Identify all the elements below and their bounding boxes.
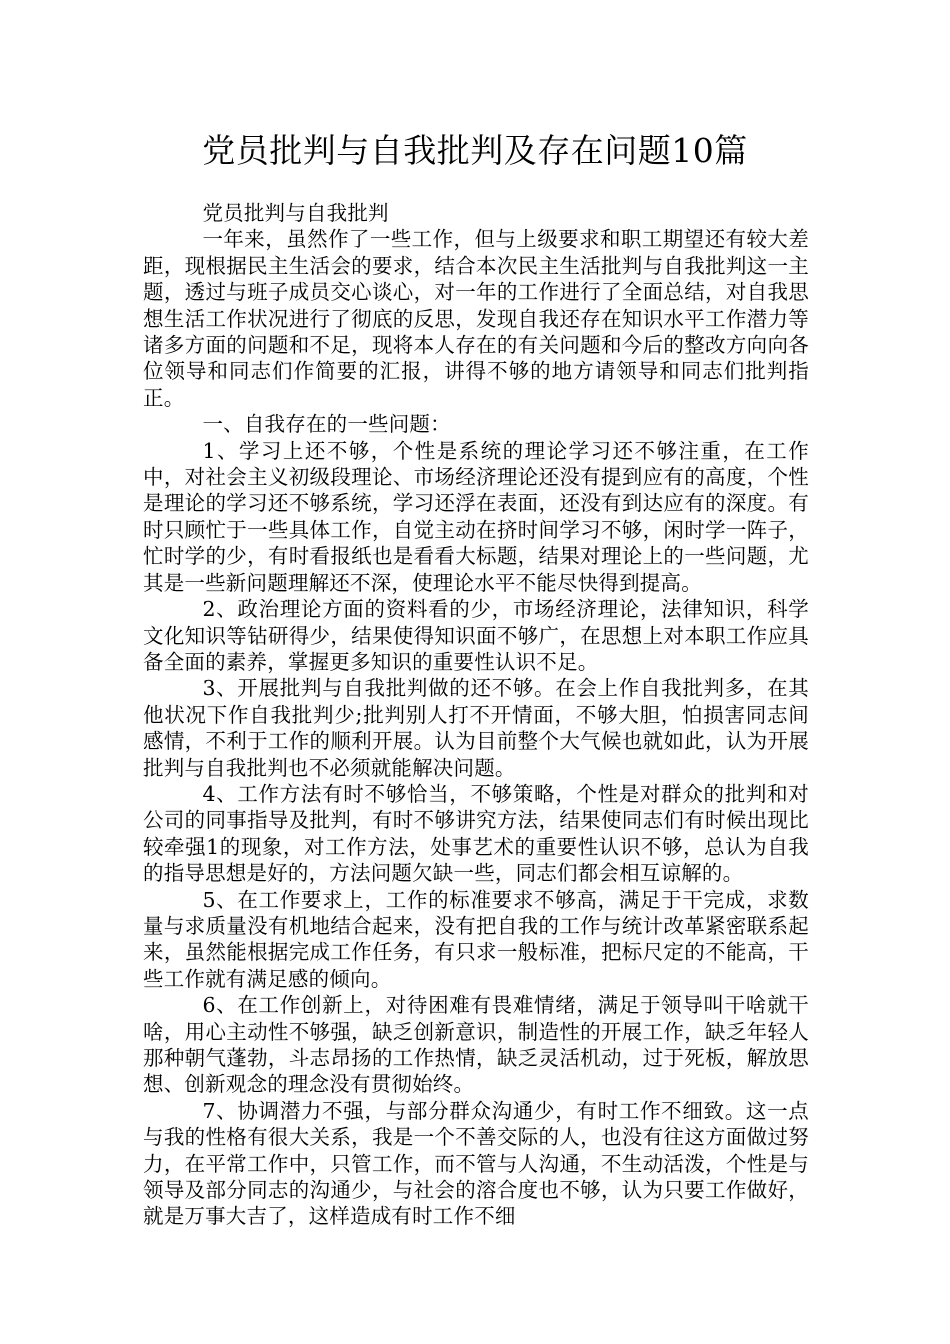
subtitle: 党员批判与自我批判	[202, 201, 389, 225]
paragraph-item-6: 6、在工作创新上，对待困难有畏难情绪，满足于领导叫干啥就干啥，用心主动性不够强，缺乏创新意识，制造性的开展工作，缺乏年轻人那种朝气蓬勃，斗志昂扬的工作热情，缺乏灵活机动，过于死板，解放思想、创新观念的理念没有贯彻始终。	[143, 993, 809, 1097]
paragraph-item-5: 5、在工作要求上，工作的标准要求不够高，满足于干完成，求数量与求质量没有机地结合起来，没有把自我的工作与统计改革紧密联系起来，虽然能根据完成工作任务，有只求一般标准，把标尺定的不能高，干些工作就有满足感的倾向。	[143, 887, 809, 991]
paragraph-item-1: 1、学习上还不够，个性是系统的理论学习还不够注重，在工作中，对社会主义初级段理论、市场经济理论还没有提到应有的高度，个性是理论的学习还不够系统，学习还浮在表面，还没有到达应有的深度。有时只顾忙于一些具体工作，自觉主动在挤时间学习不够，闲时学一阵子，忙时学的少，有时看报纸也是看看大标题，结果对理论上的一些问题，尤其是一些新问题理解还不深，使理论水平不能尽快得到提高。	[143, 438, 809, 595]
paragraph-item-3: 3、开展批判与自我批判做的还不够。在会上作自我批判多，在其他状况下作自我批判少;批判别人打不开情面，不够大胆，怕损害同志间感情，不利于工作的顺利开展。认为目前整个大气候也就如此，认为开展批判与自我批判也不必须就能解决问题。	[143, 676, 809, 780]
paragraph-intro: 一年来，虽然作了一些工作，但与上级要求和职工期望还有较大差距，现根据民主生活会的要求，结合本次民主生活批判与自我批判这一主题，透过与班子成员交心谈心，对一年的工作进行了全面总结，对自我思想生活工作状况进行了彻底的反思，发现自我还存在知识水平工作潜力等诸多方面的问题和不足，现将本人存在的有关问题和今后的整改方向向各位领导和同志们作简要的汇报，讲得不够的地方请领导和同志们批判指正。	[143, 227, 809, 410]
document-title: 党员批判与自我批判及存在问题10篇	[202, 131, 748, 170]
paragraph-item-2: 2、政治理论方面的资料看的少，市场经济理论，法律知识，科学文化知识等钻研得少，结果使得知识面不够广，在思想上对本职工作应具备全面的素养，掌握更多知识的重要性认识不足。	[143, 597, 809, 674]
paragraph-item-7: 7、协调潜力不强，与部分群众沟通少，有时工作不细致。这一点与我的性格有很大关系，我是一个不善交际的人，也没有往这方面做过努力，在平常工作中，只管工作，而不管与人沟通，不生动活泼，个性是与领导及部分同志的沟通少，与社会的溶合度也不够，认为只要工作做好，就是万事大吉了，这样造成有时工作不细	[143, 1098, 809, 1229]
document-body	[143, 200, 809, 1230]
paragraph-item-4: 4、工作方法有时不够恰当，不够策略，个性是对群众的批判和对公司的同事指导及批判，有时不够讲究方法，结果使同志们有时候出现比较牵强1的现象，对工作方法，处事艺术的重要性认识不够，总认为自我的指导思想是好的，方法问题欠缺一些，同志们都会相互谅解的。	[143, 781, 809, 886]
section-heading: 一、自我存在的一些问题：	[202, 412, 451, 437]
